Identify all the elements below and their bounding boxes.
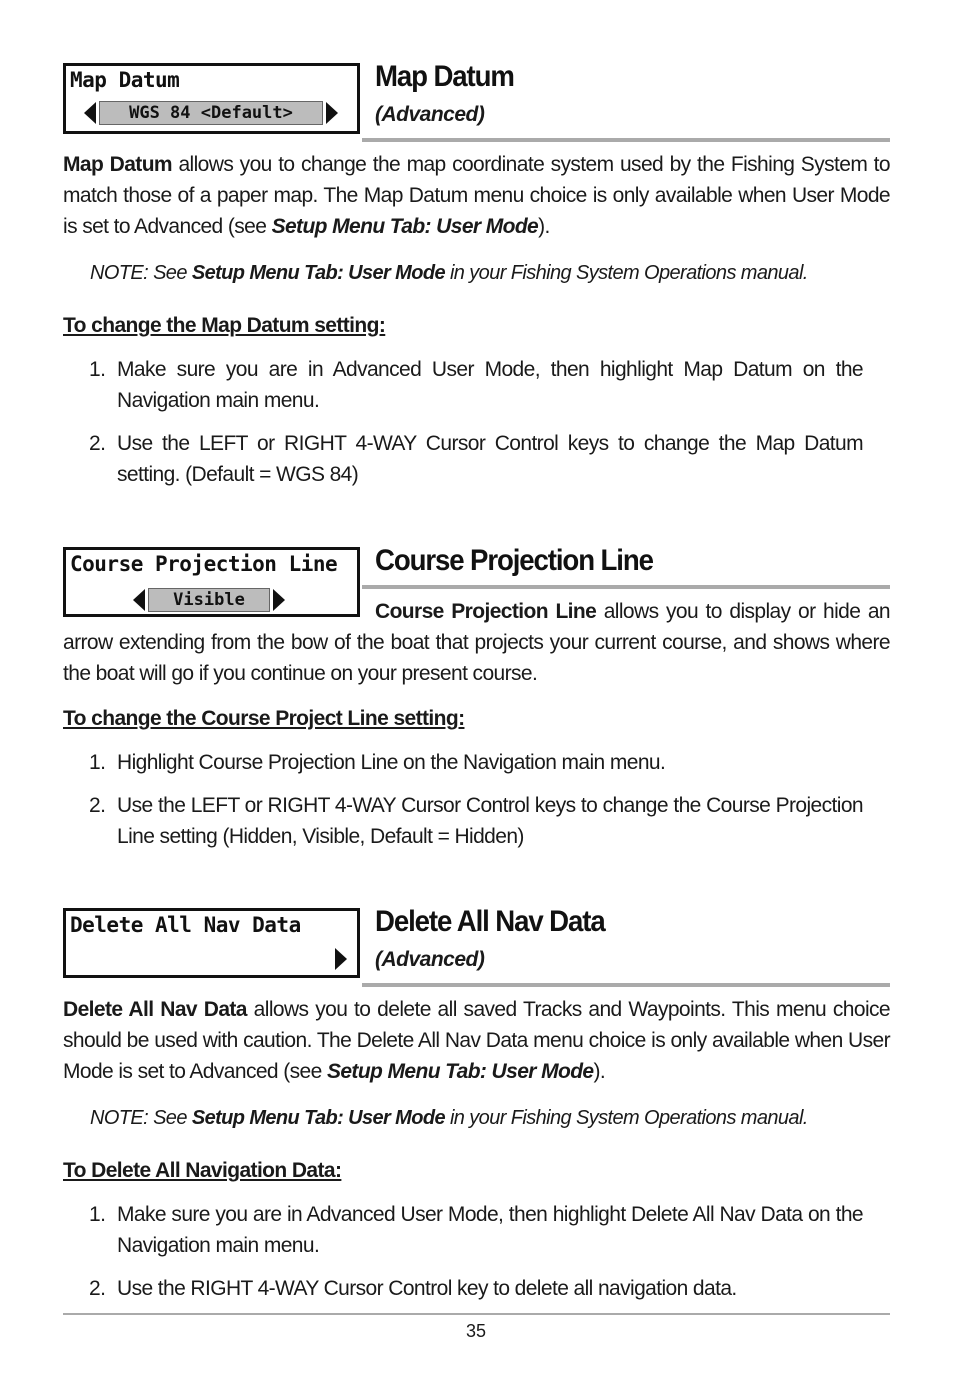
step-text: Use the LEFT or RIGHT 4-WAY Cursor Control keys to change the Map Datum setting. (Default = WGS 84) [117,432,863,486]
intro-text: allows you to display or hide an arrow extending from the bow of the boat that projects your current course, and shows where the boat will go if you continue on your present course. [63,600,890,685]
menu-value-row [84,101,338,125]
section-heading: Delete All Nav Data [375,905,605,938]
intro-paragraph [63,149,890,242]
list-item [89,790,863,852]
note-prefix: NOTE: See [90,1107,192,1129]
intro-ref: Setup Menu Tab: User Mode [326,1060,594,1083]
step-number: 1. [89,358,106,381]
step-number: 2. [89,432,106,455]
menu-title: Delete All Nav Data [70,913,301,937]
list-item [89,354,863,416]
note-suffix: in your Fishing System Operations manual. [445,262,808,284]
heading-rule [362,983,890,987]
intro-bold: Delete All Nav Data [63,998,247,1021]
step-number: 2. [89,794,106,817]
menu-title: Course Projection Line [70,552,338,576]
step-number: 2. [89,1277,106,1300]
intro-paragraph [63,596,890,689]
step-text: Make sure you are in Advanced User Mode, then highlight Map Datum on the Navigation main menu. [117,358,863,412]
step-text: Use the RIGHT 4-WAY Cursor Control key to delete all navigation data. [117,1277,737,1300]
delete-nav-data-menu-screen [63,908,360,978]
page-number: 35 [466,1321,487,1341]
intro-text: allows you to delete all saved Tracks and Waypoints. This menu choice should be used with caution. The Delete All Nav Data menu choice is only available when User Mode is set to Advanced (see [63,998,890,1083]
arrow-right-icon [335,948,347,970]
note [90,1107,808,1130]
note-suffix: in your Fishing System Operations manual. [445,1107,808,1129]
step-text: Make sure you are in Advanced User Mode, then highlight Delete All Nav Data on the Navigation main menu. [117,1203,863,1257]
arrow-right-icon [326,102,338,124]
step-text: Highlight Course Projection Line on the Navigation main menu. [117,751,666,774]
note-prefix: NOTE: See [90,262,192,284]
intro-end: ). [593,1060,606,1083]
procedure-title: To Delete All Navigation Data: [63,1159,342,1182]
step-number: 1. [89,751,106,774]
menu-value: Visible [148,588,270,612]
step-number: 1. [89,1203,106,1226]
menu-value: WGS 84 <Default> [99,101,323,125]
list-item [89,1199,863,1261]
map-datum-menu-screen [63,63,360,134]
section-subheading: (Advanced) [375,103,485,126]
intro-bold: Course Projection Line [375,600,597,623]
list-item [89,428,863,490]
section-heading: Map Datum [375,60,514,93]
arrow-left-icon [84,102,96,124]
intro-text: allows you to change the map coordinate system used by the Fishing System to match those of a paper map. The Map Datum menu choice is only available when User Mode is set to Advanced (see [63,153,890,238]
list-item [89,1273,863,1304]
note [90,262,808,285]
section-heading: Course Projection Line [375,544,653,577]
note-ref: Setup Menu Tab: User Mode [191,262,445,284]
heading-rule [362,138,890,142]
intro-end: ). [538,215,550,238]
note-ref: Setup Menu Tab: User Mode [191,1107,445,1129]
intro-paragraph [63,994,890,1087]
step-text: Use the LEFT or RIGHT 4-WAY Cursor Control keys to change the Course Projection Line setting (Hidden, Visible, Default = Hidden) [117,794,863,848]
section-subheading: (Advanced) [375,948,485,971]
procedure-title: To change the Map Datum setting: [63,314,386,337]
menu-title: Map Datum [70,68,180,92]
intro-bold: Map Datum [63,153,172,176]
procedure-title: To change the Course Project Line setting: [63,707,465,730]
list-item [89,747,863,778]
intro-ref: Setup Menu Tab: User Mode [271,215,539,238]
heading-rule [362,585,890,589]
footer-rule [63,1313,890,1315]
